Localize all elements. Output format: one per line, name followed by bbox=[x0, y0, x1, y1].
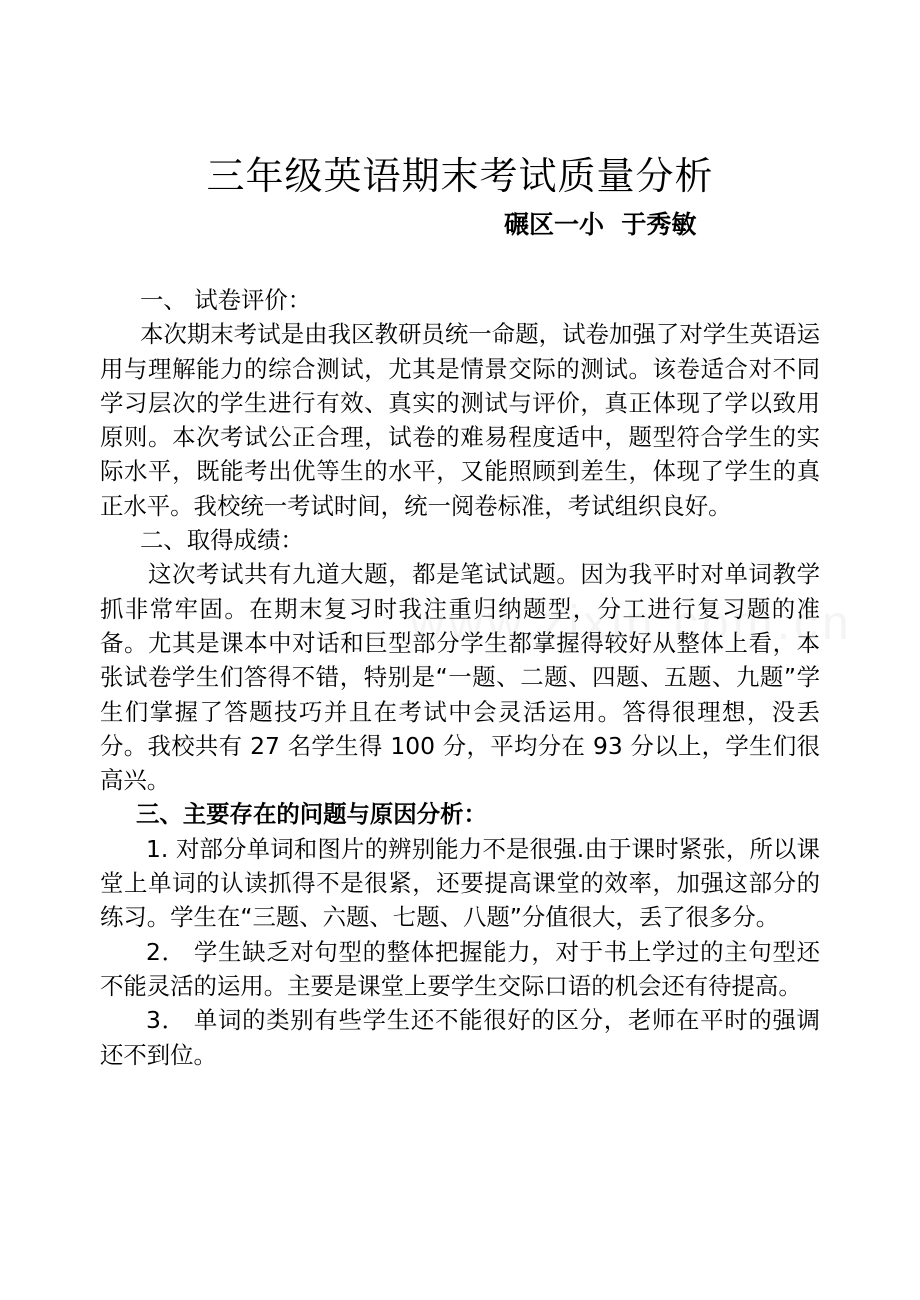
author-line: 碾区一小 于秀敏 bbox=[504, 210, 697, 239]
document-title: 三年级英语期末考试质量分析 bbox=[206, 154, 714, 199]
document-body bbox=[100, 283, 820, 1072]
section3-heading: 三、主要存在的问题与原因分析： bbox=[136, 800, 487, 829]
section2-heading: 二、取得成绩： bbox=[140, 526, 304, 555]
section2-paragraph-part3: 从整体上看，本张试卷学生们答得不错，特别是“一题、二题、四题、五题、九题”学生们掌握了答题技巧并且在考试中会灵活运用。答得很理想，没丢分。我校共有 27 名学生得 100 分，平均分在 93 分以上，学生们很高兴。 bbox=[100, 628, 821, 795]
section2-paragraph bbox=[100, 557, 820, 797]
section2-paragraph-part2: 注重归纳题型，分工进行复习题的准备。尤其是课本中对话和巨型部分学生都掌握得较好 bbox=[100, 594, 821, 657]
section1-paragraph: 本次期末考试是由我区教研员统一命题，试卷加强了对学生英语运用与理解能力的综合测试，尤其是情景交际的测试。该卷适合对不同学习层次的学生进行有效、真实的测试与评价，真正体现了学以致用原则。本次考试公正合理，试卷的难易程度适中，题型符合学生的实际水平，既能考出优等生的水平，又能照顾到差生，体现了学生的真正水平。我校统一考试时间，统一阅卷标准，考试组织良好。 bbox=[100, 320, 820, 520]
section1-heading: 一、 试卷评价： bbox=[140, 286, 312, 314]
section2-paragraph-part1: 这次考试共有九道大题，都是笔试试题。因为我平时对单词教学抓非常牢固。在期末复习时我 bbox=[100, 560, 820, 623]
section3-item-2: 2． 学生缺乏对句型的整体把握能力，对于书上学过的主句型还不能灵活的运用。主要是课堂上要学生交际口语的机会还有待提高。 bbox=[100, 937, 820, 1000]
section3-item-1: 1. 对部分单词和图片的辨别能力不是很强.由于课时紧张，所以课堂上单词的认读抓得不是很紧，还要提高课堂的效率，加强这部分的练习。学生在“三题、六题、七题、八题”分值很大，丢了很多分。 bbox=[100, 834, 820, 932]
section3-item-3: 3． 单词的类别有些学生还不能很好的区分，老师在平时的强调还不到位。 bbox=[100, 1006, 820, 1069]
